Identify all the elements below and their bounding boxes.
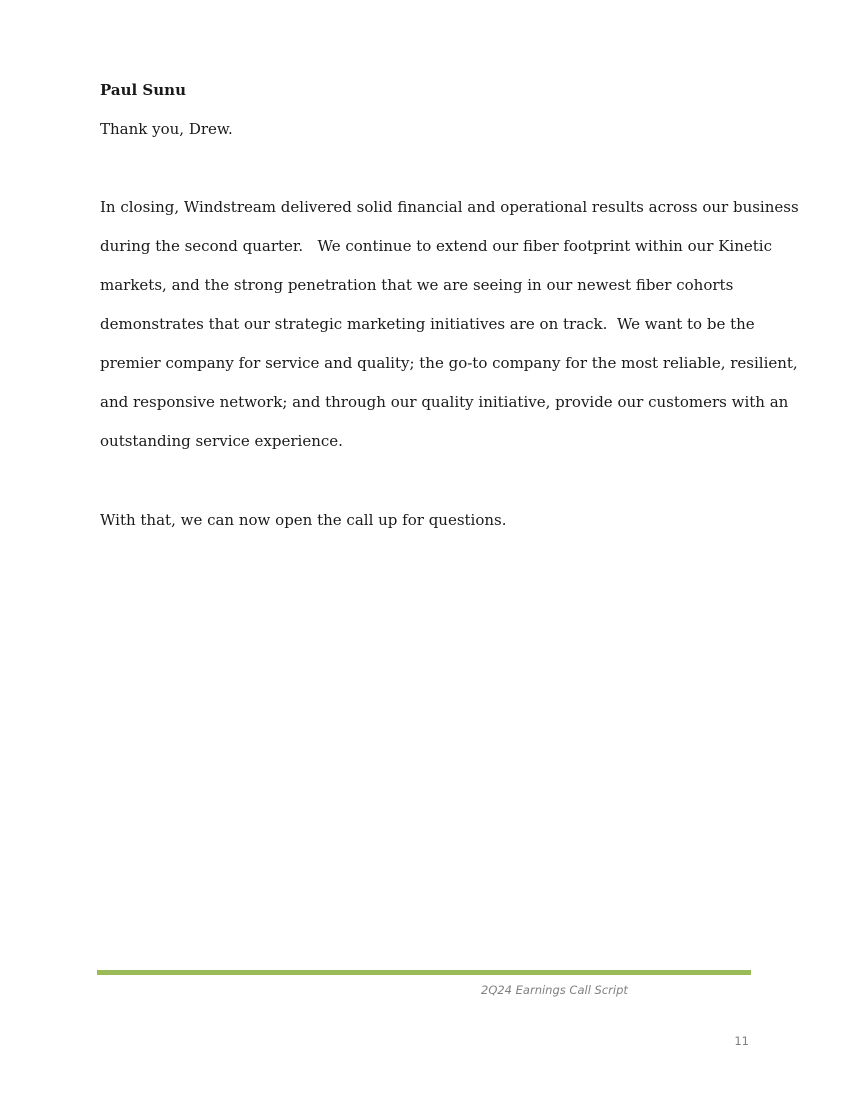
paragraph-line: markets, and the strong penetration that we are seeing in our newest fiber cohorts: [100, 276, 734, 294]
footer-title: 2Q24 Earnings Call Script: [481, 983, 628, 997]
greeting-text: Thank you, Drew.: [100, 120, 233, 138]
speaker-name: Paul Sunu: [100, 81, 186, 99]
paragraph-line: outstanding service experience.: [100, 432, 343, 450]
paragraph-line: demonstrates that our strategic marketing initiatives are on track. We want to be the: [100, 315, 755, 333]
page-number: 11: [734, 1034, 749, 1048]
paragraph-line: In closing, Windstream delivered solid financial and operational results across our business: [100, 198, 799, 216]
closing-text: With that, we can now open the call up for questions.: [100, 511, 507, 529]
paragraph-line: during the second quarter. We continue to extend our fiber footprint within our Kinetic: [100, 237, 772, 255]
paragraph-line: premier company for service and quality; the go-to company for the most reliable, resilient,: [100, 354, 798, 372]
footer-divider: [97, 970, 751, 975]
paragraph-line: and responsive network; and through our quality initiative, provide our customers with an: [100, 393, 789, 411]
